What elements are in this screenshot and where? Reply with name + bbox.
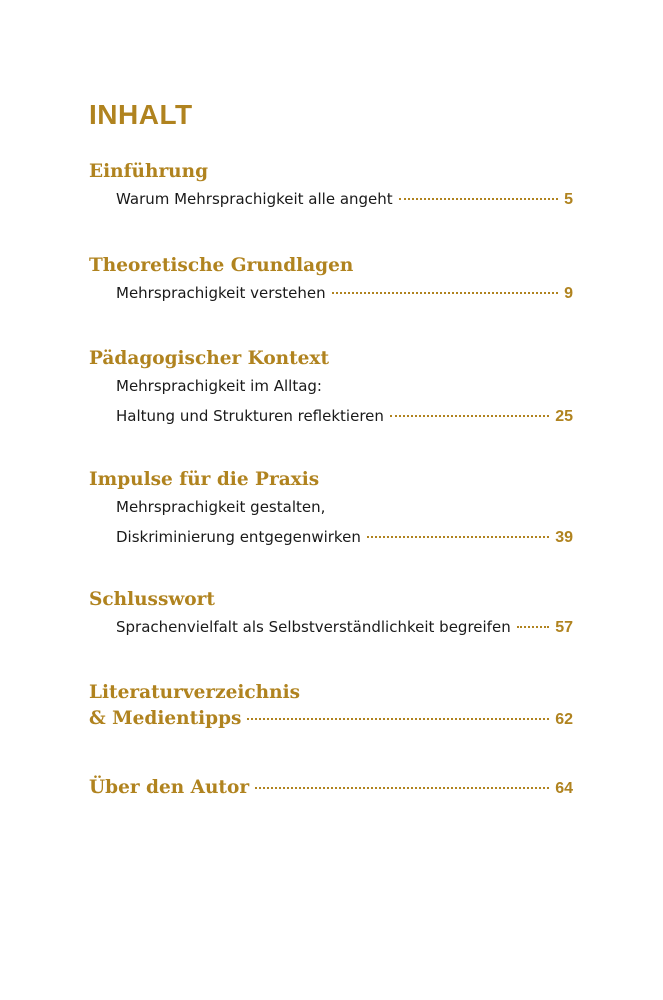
entry-label: Haltung und Strukturen reflektieren xyxy=(116,407,384,425)
toc-section-ueber-den-autor[interactable] xyxy=(89,774,573,803)
toc-entry[interactable] xyxy=(89,522,573,553)
toc-entry[interactable] xyxy=(89,278,573,309)
page-number: 25 xyxy=(555,408,573,425)
entry-label: Diskriminierung entgegenwirken xyxy=(116,528,361,546)
section-title: Impulse für die Praxis xyxy=(89,469,320,490)
page-number: 5 xyxy=(564,191,573,208)
toc-entry xyxy=(89,705,573,734)
section-title: Schlusswort xyxy=(89,589,215,610)
dot-leader xyxy=(367,536,549,538)
section-title: Pädagogischer Kontext xyxy=(89,348,330,369)
page-number: 64 xyxy=(555,780,573,797)
toc-section-impulse-fuer-die-praxis xyxy=(89,468,573,553)
entry-label-line: Mehrsprachigkeit im Alltag: xyxy=(116,377,322,395)
dot-leader xyxy=(517,626,550,628)
entry-label: & Medientipps xyxy=(89,708,242,729)
toc-section-schlusswort xyxy=(89,588,573,643)
entry-label: Sprachenvielfalt als Selbstverständlichkeit begreifen xyxy=(116,618,511,636)
page-title: INHALT xyxy=(89,99,193,130)
entry-label: Warum Mehrsprachigkeit alle angeht xyxy=(116,190,393,208)
entry-label: Über den Autor xyxy=(89,777,250,798)
toc-entry[interactable] xyxy=(89,401,573,432)
page-number: 39 xyxy=(555,529,573,546)
toc-section-theoretische-grundlagen xyxy=(89,254,573,309)
toc-entry[interactable] xyxy=(89,612,573,643)
page-number: 9 xyxy=(564,285,573,302)
dot-leader xyxy=(255,787,549,789)
dot-leader xyxy=(332,292,558,294)
section-title: Einführung xyxy=(89,161,209,182)
dot-leader xyxy=(247,718,549,720)
toc-section-einfuehrung xyxy=(89,160,573,215)
dot-leader xyxy=(390,415,549,417)
entry-label: Mehrsprachigkeit verstehen xyxy=(116,284,326,302)
page-number: 62 xyxy=(555,711,573,728)
toc-entry xyxy=(89,774,573,803)
toc-section-literaturverzeichnis[interactable] xyxy=(89,681,573,734)
section-title: Literaturverzeichnis xyxy=(89,682,301,703)
page-number: 57 xyxy=(555,619,573,636)
toc-section-paedagogischer-kontext xyxy=(89,347,573,432)
dot-leader xyxy=(399,198,558,200)
toc-entry[interactable] xyxy=(89,184,573,215)
section-title: Theoretische Grundlagen xyxy=(89,255,354,276)
entry-label-line: Mehrsprachigkeit gestalten, xyxy=(116,498,326,516)
